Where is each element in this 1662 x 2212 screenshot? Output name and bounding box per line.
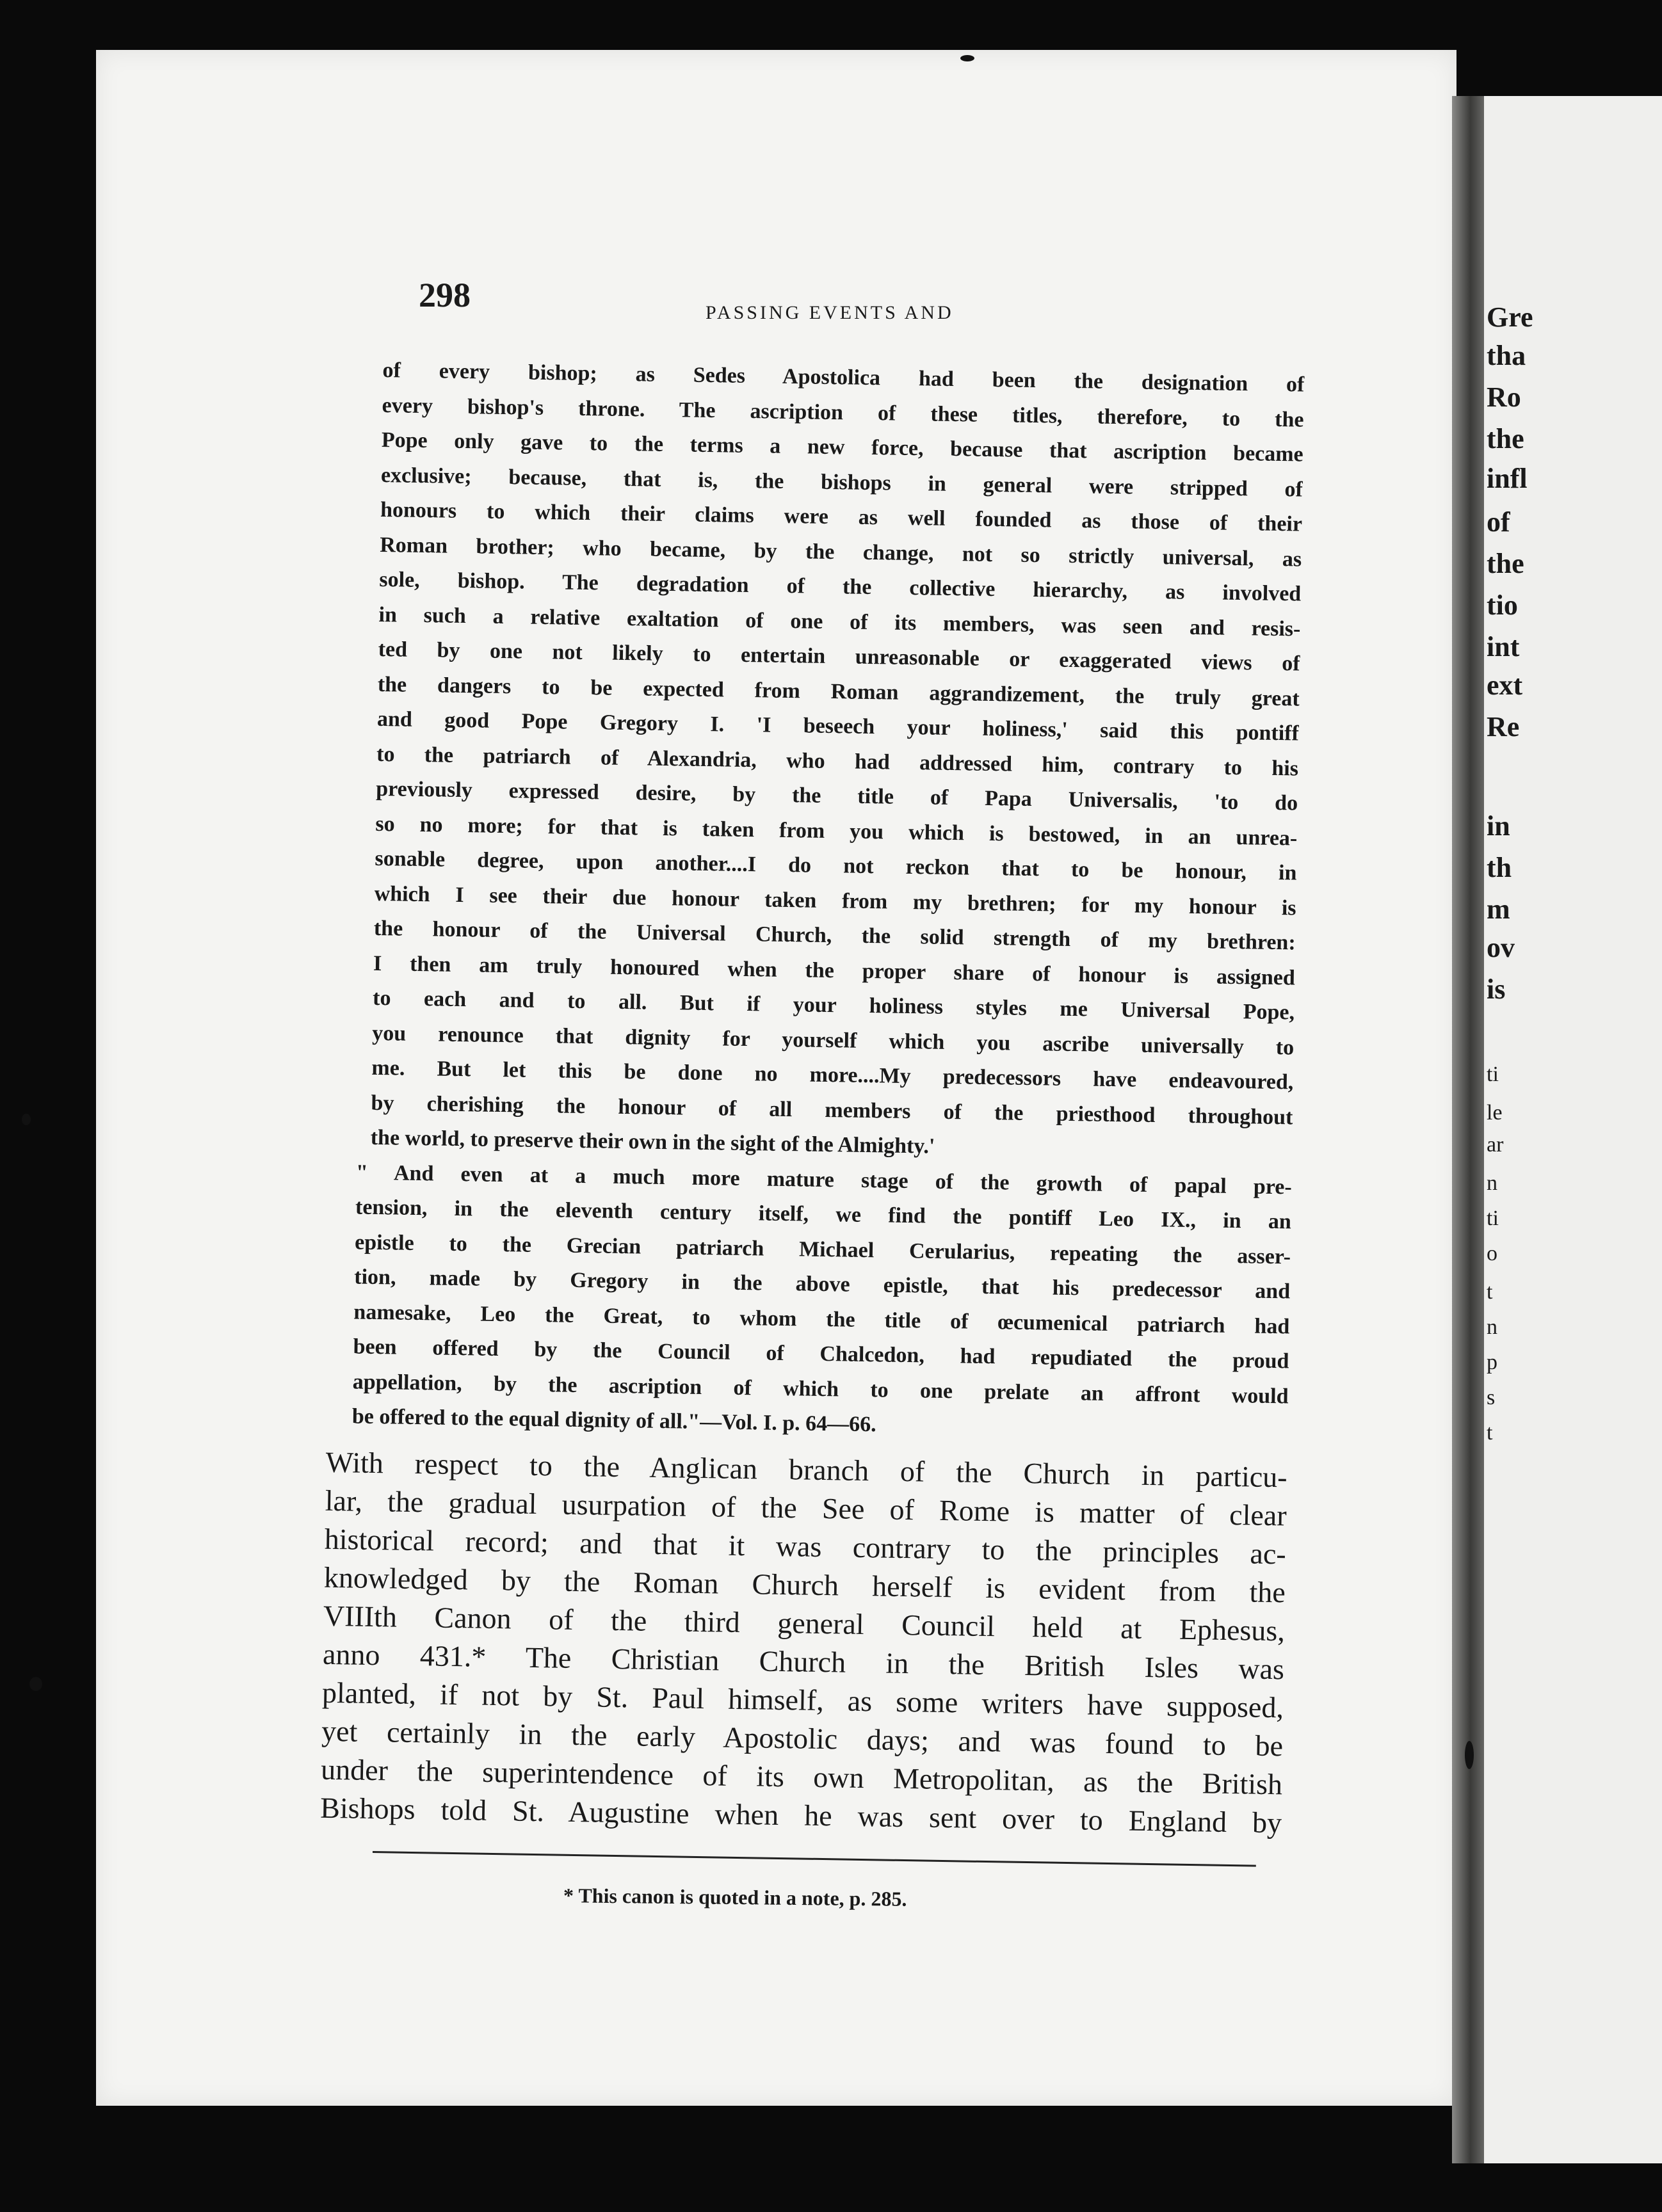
quote-line: Roman brother; who became, by the change, not so strictly universal, as [380,533,1302,572]
facing-page-fragment: ti [1487,1206,1499,1230]
quote-line: me. But let this be done no more....My predecessors have endeavoured, [371,1055,1294,1094]
quote-block-2 [351,1155,1292,1449]
facing-page-fragment: ar [1487,1133,1504,1157]
quote-line: every bishop's throne. The ascription of these titles, therefore, to the [382,393,1304,432]
facing-page-fragment: int [1487,631,1520,662]
quote-line: by cherishing the honour of all members of the priesthood throughout [371,1091,1293,1129]
facing-page-fragment: o [1487,1242,1497,1265]
quote-line: Pope only gave to the terms a new force, because that ascription became [381,428,1303,467]
facing-page-fragment: tio [1487,589,1518,621]
quote-line: sonable degree, upon another....I do not reckon that to be honour, in [375,846,1297,885]
quote-line: epistle to the Grecian patriarch Michael Cerularius, repeating the asser- [354,1230,1291,1269]
facing-page-fragment: Re [1487,711,1520,742]
quote-line: previously expressed desire, by the title of Papa Universalis, 'to do [376,776,1298,815]
quote-line: of every bishop; as Sedes Apostolica had been the designation of [382,358,1305,397]
quote-line: be offered to the equal dignity of all."—Vol. I. p. 64—66. [351,1404,876,1437]
scan-speck [22,1114,31,1125]
quote-line: and good Pope Gregory I. 'I beseech your holiness,' said this pontiff [376,707,1300,746]
facing-page-fragment: n [1487,1315,1497,1339]
page-number: 298 [419,276,471,314]
quote-line: been offered by the Council of Chalcedon, had repudiated the proud [353,1334,1289,1374]
facing-page-fragment: Ro [1487,381,1521,413]
facing-page-fragment: n [1487,1171,1497,1195]
quote-line: I then am truly honoured when the proper share of honour is assigned [373,951,1296,990]
facing-page-fragment: in [1487,810,1510,842]
quote-line: " And even at a much more mature stage of the growth of papal pre- [355,1160,1293,1199]
text-block [319,353,1305,1842]
quote-line: namesake, Leo the Great, to whom the title of œcumenical patriarch had [353,1299,1290,1338]
quote-line: sole, bishop. The degradation of the collective hierarchy, as involved [379,567,1302,606]
facing-page-fragment: le [1487,1101,1503,1125]
quote-line: tension, in the eleventh century itself, we find the pontiff Leo IX., in an [355,1195,1292,1234]
body-line: VIIIth Canon of the third general Council held at Ephesus, [323,1599,1286,1647]
body-line: under the superintendence of its own Metropolitan, as the British [320,1752,1283,1800]
facing-page [1484,96,1662,2163]
scan-speck [960,55,974,61]
body-line: knowledged by the Roman Church herself is evident from the [323,1560,1286,1608]
quote-line: ted by one not likely to entertain unreasonable or exaggerated views of [378,637,1300,676]
quote-line: honours to which their claims were as well founded as those of their [380,497,1303,536]
footnote: * This canon is quoted in a note, p. 285. [563,1884,907,1911]
quote-line: which I see their due honour taken from my brethren; for my honour is [374,881,1296,920]
body-line: Bishops told St. Augustine when he was sent over to England by [319,1791,1282,1839]
facing-page-fragment: tha [1487,340,1526,371]
book-gutter [1452,96,1485,2163]
facing-page-fragment: of [1487,506,1510,538]
facing-page-fragment: t [1487,1280,1493,1304]
facing-page-fragment: m [1487,894,1510,925]
facing-page-fragment: ext [1487,669,1523,701]
quote-line: to each and to all. But if your holiness styles me Universal Pope, [372,986,1295,1025]
quote-line: you renounce that dignity for yourself which you ascribe universally to [372,1021,1295,1059]
facing-page-fragment: Gre [1487,301,1533,333]
facing-page-fragment: p [1487,1350,1497,1374]
facing-page-fragment: infl [1487,463,1528,494]
quote-line: exclusive; because, that is, the bishops in general were stripped of [380,463,1303,502]
scan-speck [1465,1741,1474,1769]
facing-page-fragment: t [1487,1421,1493,1445]
body-line: historical record; and that it was contrary to the principles ac- [324,1522,1287,1570]
facing-page-fragment: th [1487,852,1512,883]
running-head: PASSING EVENTS AND [706,302,954,323]
quote-line: tion, made by Gregory in the above epistle, that his predecessor and [354,1265,1291,1304]
body-line: lar, the gradual usurpation of the See of Rome is matter of clear [325,1484,1287,1532]
quote-line: the world, to preserve their own in the sight of the Almighty.' [370,1125,935,1158]
quote-line: to the patriarch of Alexandria, who had addressed him, contrary to his [376,742,1299,781]
body-line: With respect to the Anglican branch of the Church in particu- [325,1445,1288,1493]
body-line: yet certainly in the early Apostolic days; and was found to be [321,1714,1284,1762]
body-line: planted, if not by St. Paul himself, as some writers have supposed, [321,1676,1284,1724]
facing-page-fragment: ti [1487,1062,1499,1086]
facing-page-fragment: the [1487,423,1524,454]
quote-line: the dangers to be expected from Roman aggrandizement, the truly great [377,672,1300,711]
quote-line: so no more; for that is taken from you which is bestowed, in an unrea- [375,812,1298,851]
quote-line: the honour of the Universal Church, the solid strength of my brethren: [373,916,1296,955]
facing-page-fragment: the [1487,548,1524,579]
quote-line: appellation, by the ascription of which to one prelate an affront would [352,1369,1289,1408]
quote-line: in such a relative exaltation of one of its members, was seen and resis- [378,602,1301,641]
facing-page-fragment: s [1487,1386,1496,1409]
body-line: anno 431.* The Christian Church in the British Isles was [322,1637,1285,1685]
quote-block-1 [370,353,1305,1170]
facing-page-fragment: is [1487,974,1506,1005]
scan-speck [29,1677,42,1691]
body-paragraph [320,1443,1287,1842]
facing-page-fragment: ov [1487,932,1515,963]
